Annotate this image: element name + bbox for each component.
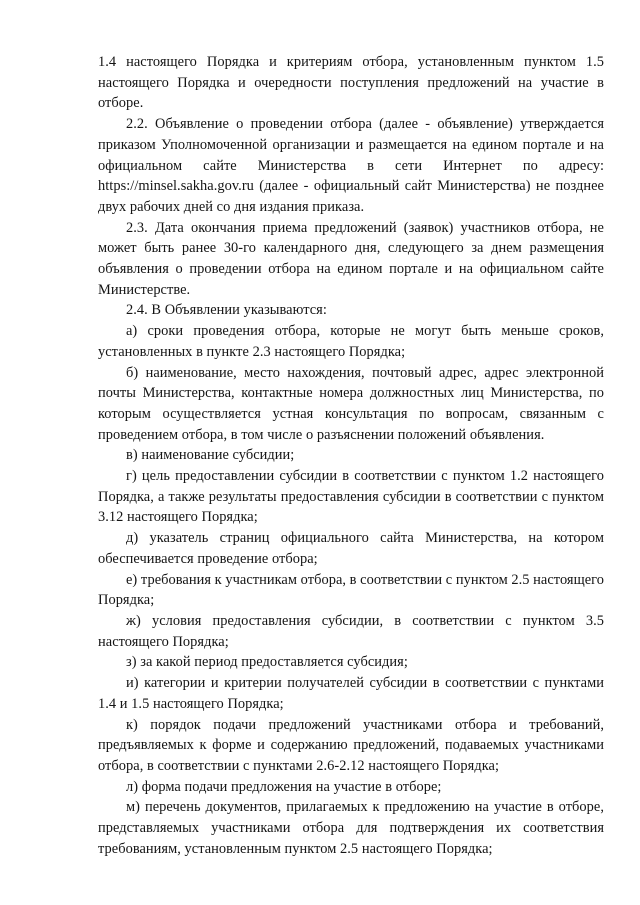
document-body xyxy=(98,52,604,859)
list-item-i: и) категории и критерии получателей субсидии в соответствии с пунктами 1.4 и 1.5 настоящего Порядка; xyxy=(98,675,604,712)
list-item-k: к) порядок подачи предложений участниками отбора и требований, предъявляемых к форме и содержанию предложений, подаваемых участниками отбора, в соответствии с пунктами 2.6-2.12 настоящего Порядка; xyxy=(98,716,604,774)
list-item-m: м) перечень документов, прилагаемых к предложению на участие в отборе, представляемых участниками отбора для подтверждения их соответствия требованиям, установленным пунктом 2.5 настоящего Порядка; xyxy=(98,799,604,857)
list-item-d: д) указатель страниц официального сайта Министерства, на котором обеспечивается проведение отбора; xyxy=(98,530,604,567)
list-item-l: л) форма подачи предложения на участие в отборе; xyxy=(126,778,442,795)
paragraph-2-2-announcement: 2.2. Объявление о проведении отбора (далее - объявление) утверждается приказом Уполномоченной организации и размещается на едином портале и на официальном сайте Министерства в сети Интернет по адресу: https://minsel.sakha.gov.ru (далее - официальный сайт Министерства) не позднее двух рабочих дней со дня издания приказа. xyxy=(98,116,604,215)
paragraph-continuation: 1.4 настоящего Порядка и критериям отбора, установленным пунктом 1.5 настоящего Порядка и очередности поступления предложений на участие в отборе. xyxy=(98,54,604,112)
paragraph-2-4-heading: 2.4. В Объявлении указываются: xyxy=(126,302,327,319)
list-item-a: а) сроки проведения отбора, которые не могут быть меньше сроков, установленных в пункте 2.3 настоящего Порядка; xyxy=(98,323,604,360)
paragraph-2-3-deadline: 2.3. Дата окончания приема предложений (заявок) участников отбора, не может быть ранее 30-го календарного дня, следующего за днем размещения объявления о проведении отбора на едином портале и на официальном сайте Министерстве. xyxy=(98,219,604,298)
list-item-zh: ж) условия предоставления субсидии, в соответствии с пунктом 3.5 настоящего Порядка; xyxy=(98,612,604,650)
list-item-z: з) за какой период предоставляется субсидия; xyxy=(126,654,408,671)
list-item-b: б) наименование, место нахождения, почтовый адрес, адрес электронной почты Министерства, контактные номера должностных лиц Министерства, по которым осуществляется устная консультация по вопросам, связанным с проведением отбора, в том числе о разъяснении положений объявления. xyxy=(98,364,604,443)
list-item-v: в) наименование субсидии; xyxy=(126,447,295,464)
list-item-e: е) требования к участникам отбора, в соответствии с пунктом 2.5 настоящего Порядка; xyxy=(98,571,604,609)
list-item-g: г) цель предоставлении субсидии в соответствии с пунктом 1.2 настоящего Порядка, а также результаты предоставления субсидии в соответствии с пунктом 3.12 настоящего Порядка; xyxy=(98,468,604,526)
